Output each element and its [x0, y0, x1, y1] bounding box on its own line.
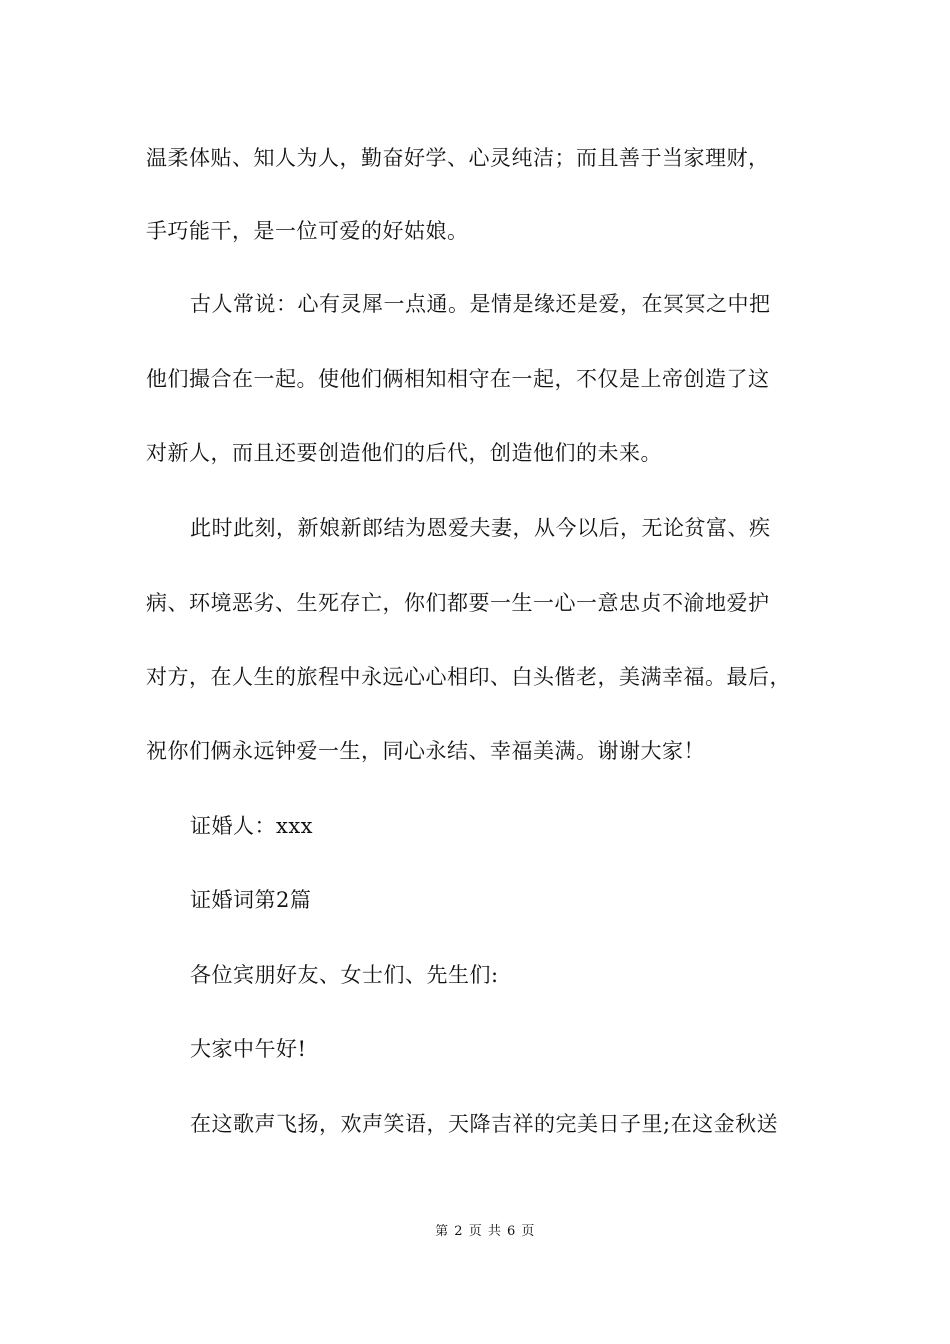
officiant-signature-line: 证婚人：xxx [190, 814, 314, 838]
paragraph-start-line-6: 此时此刻，新娘新郎结为恩爱夫妻，从今以后，无论贫富、疾 [190, 516, 771, 540]
page-footer [0, 1205, 950, 1259]
body-text-line-1: 温柔体贴、知人为人，勤奋好学、心灵纯洁；而且善于当家理财， [146, 146, 770, 170]
body-text-line-4: 他们撮合在一起。使他们俩相知相守在一起，不仅是上帝创造了这 [146, 367, 770, 391]
body-text-line-8: 对方，在人生的旅程中永远心心相印、白头偕老，美满幸福。最后， [146, 665, 791, 689]
body-text-line-9: 祝你们俩永远钟爱一生，同心永结、幸福美满。谢谢大家！ [146, 739, 705, 763]
greeting-line-2: 大家中午好! [190, 1037, 307, 1061]
body-text-line-7: 病、环境恶劣、生死存亡，你们都要一生一心一意忠贞不渝地爱护 [146, 591, 770, 615]
body-text-line-5: 对新人，而且还要创造他们的后代，创造他们的未来。 [146, 441, 662, 465]
section-title: 证婚词第2篇 [190, 888, 312, 912]
greeting-line: 各位宾朋好友、女士们、先生们: [190, 963, 499, 987]
paragraph-start-line-14: 在这歌声飞扬，欢声笑语，天降吉祥的完美日子里;在这金秋送 [190, 1112, 779, 1136]
body-text-line-2: 手巧能干，是一位可爱的好姑娘。 [146, 219, 469, 243]
page-number-label: 第 2 页 共 6 页 [435, 1224, 536, 1239]
paragraph-start-line-3: 古人常说：心有灵犀一点通。是情是缘还是爱，在冥冥之中把 [190, 292, 771, 316]
